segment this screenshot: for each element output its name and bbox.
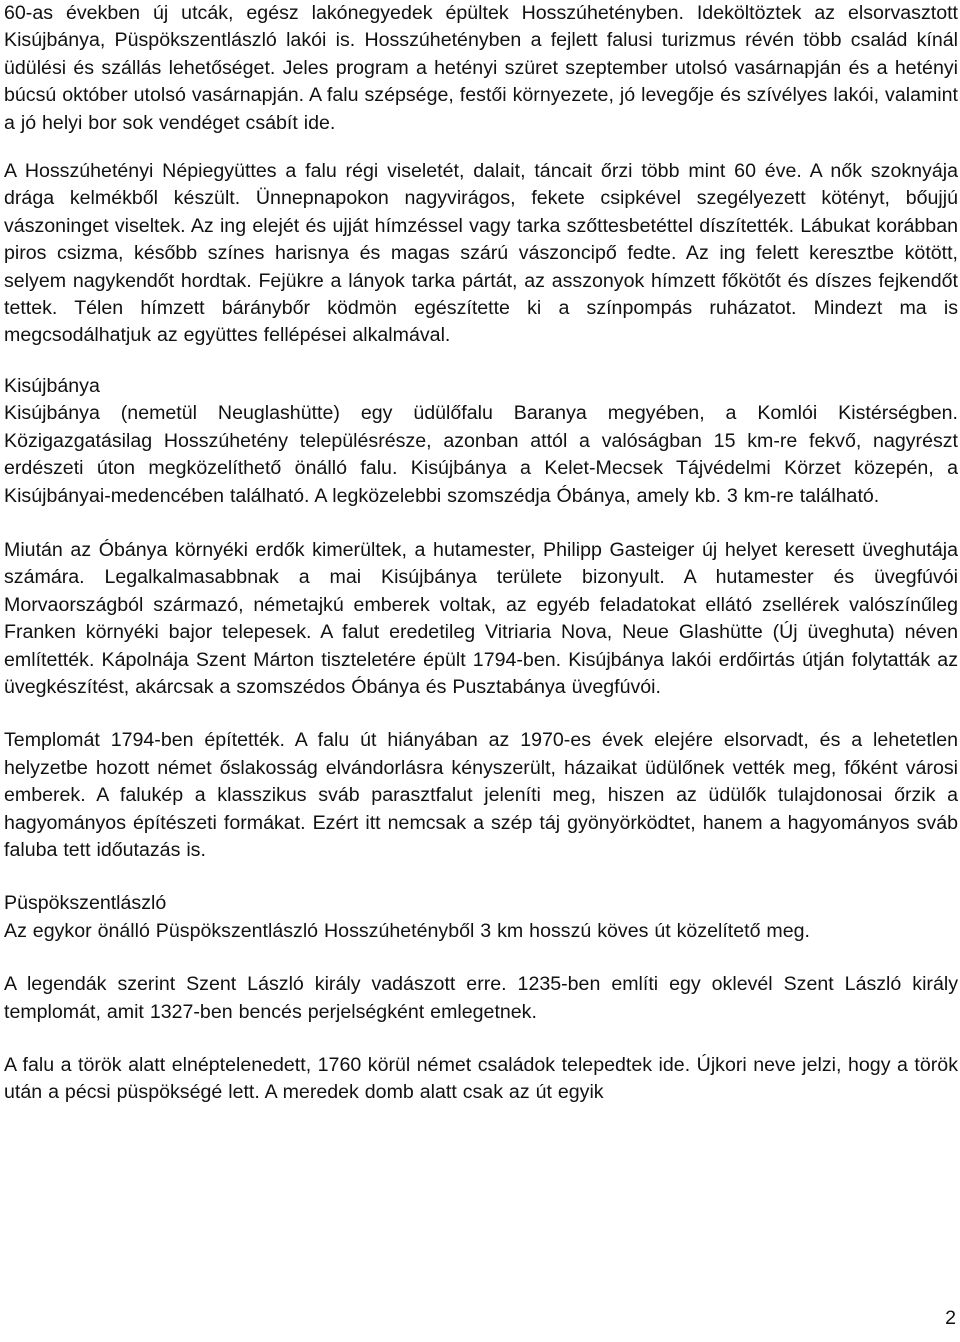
paragraph-puspokszentlaszlo-intro: Az egykor önálló Püspökszentlászló Hosszúhetényből 3 km hosszú köves út közelítető meg. bbox=[4, 919, 810, 942]
paragraph-hosszuheteny-tourism: 60-as években új utcák, egész lakónegyedek épültek Hosszúhetényben. Ideköltöztek az elsorvasztott Kisújbánya, Püspökszentlászló lakói is. Hosszúhetényben a fejlett falusi turizmus révén több család kínál üdülési és szállás lehetőséget. Jeles program a hetényi szüret szeptember utolsó vasárnapján és a hetényi búcsú október utolsó vasárnapján. A falu szépsége, festői környezete, jó levegője és szívélyes lakói, valamint a jó helyi bor sok vendéget csábít ide. bbox=[4, 2, 958, 134]
document-page bbox=[4, 0, 958, 1107]
paragraph-legends: A legendák szerint Szent László király vadászott erre. 1235-ben említi egy oklevél Szent László király templomát, amit 1327-ben bencés perjelségként emlegetnek. bbox=[4, 973, 958, 1023]
paragraph-kisujbanya-church: Templomát 1794-ben építették. A falu út hiányában az 1970-es évek elejére elsorvadt, és a lehetetlen helyzetbe hozott német őslakosság elvándorlásra kényszerült, házaikat üdülőnek vették meg, főként városi emberek. A falukép a klasszikus sváb parasztfalut jeleníti meg, hiszen az üdülők tulajdonosai őrzik a hagyományos építészeti formákat. Ezért itt nemcsak a szép táj gyönyörködtet, hanem a hagyományos sváb faluba tett időutazás is. bbox=[4, 729, 958, 861]
paragraph-kisujbanya-history: Miután az Óbánya környéki erdők kimerültek, a hutamester, Philipp Gasteiger új helyet keresett üveghutája számára. Legalkalmasabbnak a mai Kisújbánya területe bizonyult. A hutamester és üvegfúvói Morvaországból származó, németajkú emberek voltak, az egyéb feladatokat ellátó zsellérek valószínűleg Franken környéki bajor telepesek. A falut eredetileg Vitriaria Nova, Neue Glashütte (Új üveghuta) néven említették. Kápolnája Szent Márton tiszteletére épült 1794-ben. Kisújbánya lakói erdőirtás útján folytatták az üvegkészítést, akárcsak a szomszédos Óbánya és Pusztabánya üvegfúvói. bbox=[4, 538, 958, 698]
paragraph-folk-ensemble: A Hosszúhetényi Népiegyüttes a falu régi viseletét, dalait, táncait őrzi több mint 60 éve. A nők szoknyája drága kelmékből készült. Ünnepnapokon nagyvirágos, fekete csipkével szegélyezett kötényt, bőujjú vászoninget viseltek. Az ing elejét és ujját hímzéssel vagy tarka szőttesbetéttel díszítették. Lábukat korábban piros csizma, később színes harisnya és magas szárú vászoncipő fedte. Az ing felett keresztbe kötött, selyem nagykendőt hordtak. Fejükre a lányok tarka pártát, az asszonyok hímzett főkötőt és díszes fejkendőt tettek. Télen hímzett báránybőr ködmön egészítette ki a színpompás ruházatot. Mindezt ma is megcsodálhatjuk az együttes fellépései alkalmával. bbox=[4, 160, 958, 347]
heading-puspokszentlaszlo: Püspökszentlászló bbox=[4, 892, 167, 915]
page-number: 2 bbox=[945, 1307, 956, 1329]
paragraph-turkish-era: A falu a török alatt elnéptelenedett, 1760 körül német családok telepedtek ide. Újkori neve jelzi, hogy a török után a pécsi püspökségé lett. A meredek domb alatt csak az út egyik bbox=[4, 1054, 958, 1104]
paragraph-kisujbanya-intro: Kisújbánya (nemetül Neuglashütte) egy üdülőfalu Baranya megyében, a Komlói Kistérségben. Közigazgatásilag Hosszúhetény településrésze, azonban attól a valóságban 15 km-re fekvő, nagyrészt erdészeti úton megközelíthető önálló falu. Kisújbánya a Kelet-Mecsek Tájvédelmi Körzet közepén, a Kisújbányai-medencében található. A legközelebbi szomszédja Óbánya, amely kb. 3 km-re található. bbox=[4, 402, 958, 507]
heading-kisujbanya: Kisújbánya bbox=[4, 374, 100, 397]
